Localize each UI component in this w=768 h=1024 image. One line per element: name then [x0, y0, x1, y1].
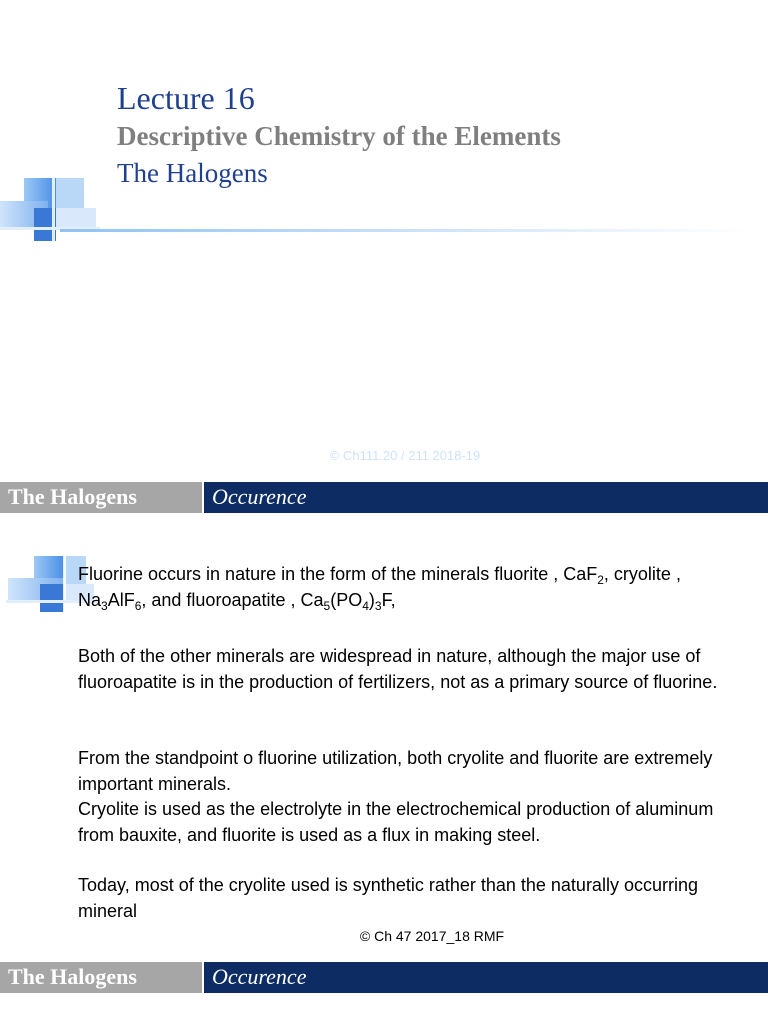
slide2-header-bar — [0, 482, 768, 513]
paragraph-synthetic: Today, most of the cryolite used is synthetic rather than the naturally occurring mineral — [78, 875, 698, 921]
slide3-header-bar — [0, 962, 768, 993]
header-section: Occurence — [212, 484, 307, 509]
paragraph-cryolite-use: Cryolite is used as the electrolyte in the electrochemical production of aluminum from bauxite, and fluorite is used as a flux in making steel. — [78, 799, 714, 845]
lecture-title: Lecture 16 — [117, 80, 255, 116]
paragraph-minerals: Both of the other minerals are widespread in nature, although the major use of fluoroapatite is in the production of fertilizers, not as a primary source of fluorine. — [78, 646, 718, 692]
blue-squares-decoration — [0, 175, 100, 245]
header-section: Occurence — [212, 964, 307, 989]
lecture-subtitle: Descriptive Chemistry of the Elements — [117, 121, 561, 151]
header-label: The Halogens — [8, 484, 137, 509]
slide1-footer: © Ch111.20 / 211 2018-19 — [329, 448, 481, 463]
title-underline — [60, 229, 750, 232]
paragraph-utilization: From the standpoint o fluorine utilization, both cryolite and fluorite are extremely important minerals. — [78, 748, 713, 794]
title-slide — [0, 0, 768, 482]
fluorine-intro-text: Fluorine occurs in nature in the form of the minerals fluorite , CaF$_2$, cryolite , $Na_3AlF_6$, and fluoroapatite , $Ca_5(PO_4)_3F$, — [78, 564, 681, 613]
slide2-copyright: © Ch 47 2017_18 RMF — [359, 928, 505, 944]
lecture-topic: The Halogens — [117, 158, 268, 188]
header-label: The Halogens — [8, 964, 137, 989]
